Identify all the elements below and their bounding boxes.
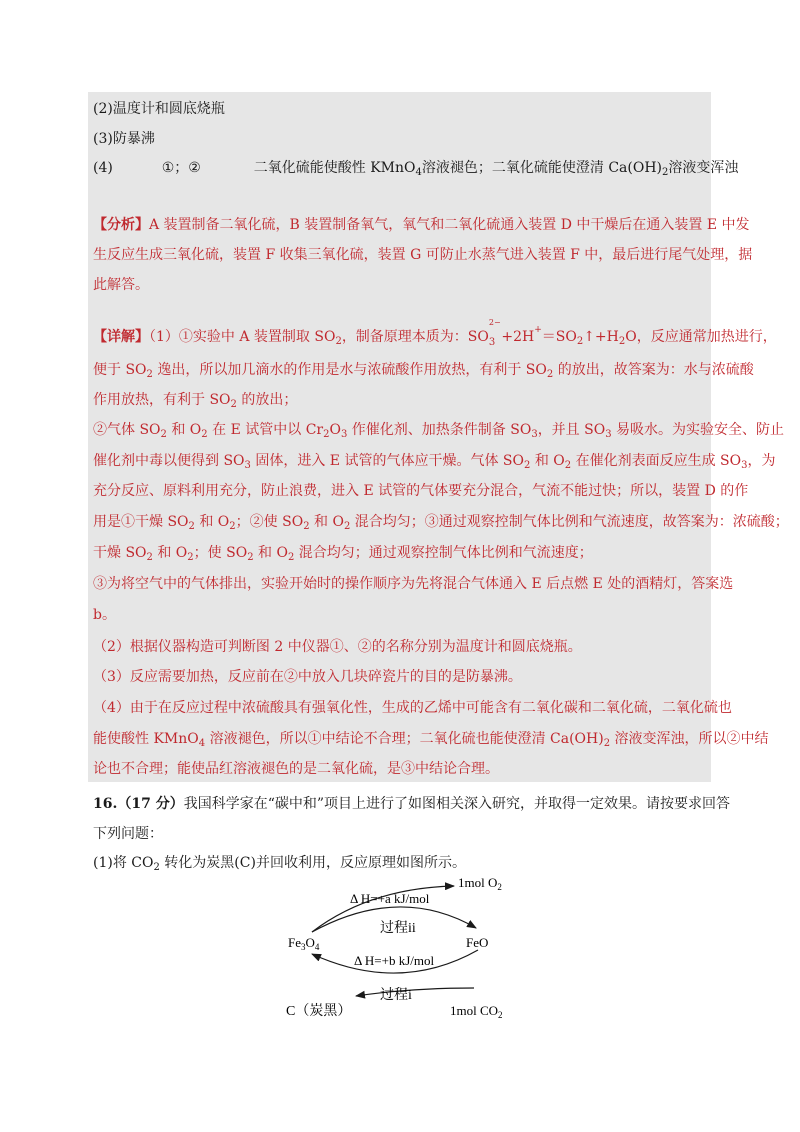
- question-16-line-3: (1)将 $CO_2$ 转化为炭黑(C)并回收利用，反应原理如图所示。: [93, 855, 466, 873]
- label-process-ii: 过程ii: [380, 921, 416, 936]
- label-carbon: C（炭黑）: [286, 1004, 352, 1019]
- arc-co2-to-c: [356, 988, 474, 996]
- answer-4-number: (4): [93, 160, 113, 176]
- answer-2: (2)温度计和圆底烧瓶: [93, 101, 225, 117]
- detail-line-9: ③为将空气中的气体排出，实验开始时的操作顺序为先将混合气体通入 E 后点燃 E 处的酒精灯，答案选: [93, 576, 734, 592]
- detail-line-7: 用是①干燥 $SO_2$ 和 $O_2$；②使 $SO_2$ 和 $O_2$ 混合均匀；③通过观察控制气体比例和气流速度，故答案为：浓硫酸；: [93, 514, 789, 532]
- label-process-i: 过程i: [380, 988, 412, 1003]
- detail-label: 【详解】: [93, 329, 149, 345]
- label-1mol-co2: 1mol $CO_2$: [450, 1003, 503, 1020]
- question-16-number: 16.（17 分）: [93, 796, 184, 812]
- answer-4: (4) ①；② 二氧化硫能使酸性 KMnO$_4$溶液褪色；二氧化硫能使澄清 $Ca(OH)_2$溶液变浑浊: [93, 160, 739, 178]
- analysis-line-3: 此解答。: [93, 277, 149, 293]
- detail-line-2: 便于 $SO_2$ 逸出，所以加几滴水的作用是水与浓硫酸作用放热，有利于 $SO_2$ 的放出，故答案为：水与浓硫酸: [93, 362, 754, 380]
- answer-3: (3)防暴沸: [93, 131, 155, 147]
- question-16-line-1: 16.（17 分）我国科学家在“碳中和”项目上进行了如图相关深入研究，并取得一定效果。请按要求回答: [93, 796, 731, 812]
- question-16-line-2: 下列问题：: [93, 826, 163, 842]
- detail-line-5: 催化剂中毒以便得到 $SO_3$ 固体，进入 E 试管的气体应干燥。气体 $SO_2$ 和 $O_2$ 在催化剂表面反应生成 $SO_3$，为: [93, 453, 776, 471]
- detail-line-6: 充分反应、原料利用充分，防止浪费，进入 E 试管的气体要充分混合，气流不能过快；所以，装置 D 的作: [93, 483, 749, 499]
- detail-line-3: 作用放热，有利于 $SO_2$ 的放出；: [93, 392, 298, 410]
- analysis-line-1: 【分析】A 装置制备二氧化硫，B 装置制备氧气，氧气和二氧化硫通入装置 D 中干燥后在通入装置 E 中发: [93, 217, 750, 233]
- detail-line-11: （2）根据仪器构造可判断图 2 中仪器①、②的名称分别为温度计和圆底烧瓶。: [93, 639, 582, 655]
- label-feo: FeO: [466, 935, 489, 950]
- detail-line-10: b。: [93, 607, 116, 623]
- detail-line-4: ②气体 $SO_2$ 和 $O_2$ 在 E 试管中以 $Cr_2O_3$ 作催化剂、加热条件制备 $SO_3$，并且 $SO_3$ 易吸水。为实验安全、防止: [93, 422, 785, 440]
- detail-line-1: 【详解】（1）①实验中 A 装置制取 $SO_2$，制备原理本质为：SO 3 2− $+2H^+=SO_2↑+H_2O$，反应通常加热进行，: [93, 318, 777, 348]
- detail-line-15: 论也不合理；能使品红溶液褪色的是二氧化硫，是③中结论合理。: [93, 761, 499, 777]
- analysis-line-2: 生反应生成三氧化硫，装置 F 收集三氧化硫，装置 G 可防止水蒸气进入装置 F 中，最后进行尾气处理，据: [93, 247, 753, 263]
- detail-line-13: （4）由于在反应过程中浓硫酸具有强氧化性，生成的乙烯中可能含有二氧化碳和二氧化硫，二氧化硫也: [93, 700, 732, 716]
- analysis-label: 【分析】: [93, 217, 149, 233]
- label-1mol-o2: 1mol $O_2$: [458, 875, 502, 892]
- label-dh-bottom: Δ H=+b kJ/mol: [354, 953, 435, 968]
- label-dh-top: Δ H=+a kJ/mol: [350, 891, 430, 906]
- detail-line-8: 干燥 $SO_2$ 和 $O_2$；使 $SO_2$ 和 $O_2$ 混合均匀；通过观察控制气体比例和气流速度；: [93, 545, 593, 563]
- detail-line-12: （3）反应需要加热，反应前在②中放入几块碎瓷片的目的是防暴沸。: [93, 669, 522, 685]
- answer-4-marks: ①；②: [161, 160, 201, 176]
- label-fe3o4: $Fe_3O_4$: [288, 935, 320, 952]
- detail-line-14: 能使酸性 KMnO$_4$ 溶液褪色，所以①中结论不合理；二氧化硫也能使澄清 $Ca(OH)_2$ 溶液变浑浊，所以②中结: [93, 731, 769, 749]
- reaction-cycle-diagram: [0, 870, 800, 1030]
